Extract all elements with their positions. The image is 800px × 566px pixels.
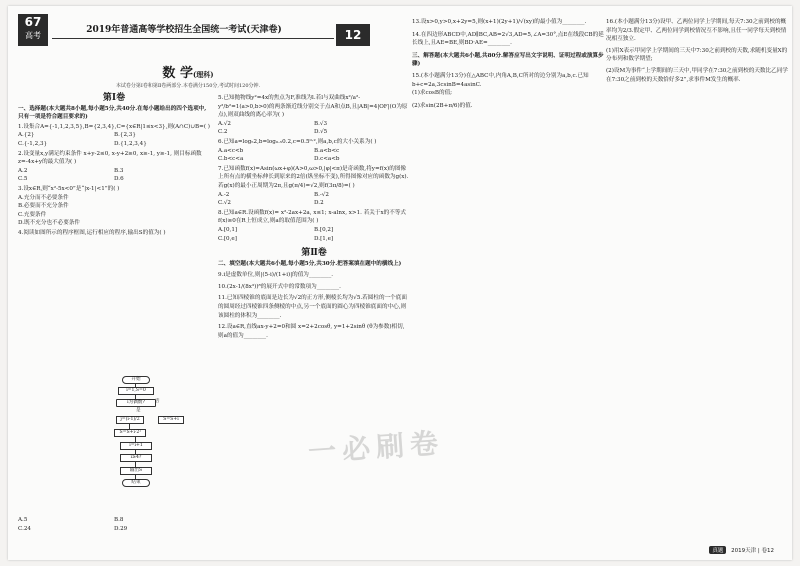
question-2: 2.设变量x,y满足约束条件 x+y-2≤0, x-y+2≥0, x≥-1, y≥-1, 则目标函数z=-4x+y的最大值为( ) A.2 B.3 C.5 D.6 [18, 150, 210, 184]
option: B.√3 [314, 120, 328, 127]
paper-number-badge: 12 [336, 24, 370, 46]
exam-instructions: 本试卷分第Ⅰ卷和第Ⅱ卷两部分.本卷满分150分,考试时间120分钟. [115, 83, 261, 89]
option: D.6 [114, 176, 124, 183]
flow-init: i=1,S=0 [118, 387, 154, 395]
flow-start: 开始 [122, 376, 150, 384]
option: A.5 [18, 517, 28, 523]
question-11: 11.已知四棱锥的底面是边长为√2的正方形,侧棱长均为√5.若圆柱的一个底面的圆周经过四棱锥四条侧棱的中点,另一个底面的圆心为四棱锥底面的中心,则该圆柱的体积为________. [218, 295, 407, 319]
option: C.24 [18, 525, 31, 532]
subject-title: 数 学(理科) [162, 66, 214, 81]
option: C.{-1,2,3} [18, 140, 48, 147]
option: D.2 [314, 200, 324, 207]
question-15-part-1: (1)求cosB的值; [412, 90, 453, 97]
option: B.-√2 [314, 191, 329, 198]
option: A.√2 [218, 120, 231, 127]
option: A.充分而不必要条件 [18, 194, 69, 201]
column-2 [218, 94, 410, 341]
program-flowchart [92, 376, 192, 511]
column-1 [18, 92, 210, 239]
question-9: 9.i是虚数单位,则|(5-i)/(1+i)|的值为________. [218, 272, 334, 279]
option: D.{1,2,3,4} [114, 140, 147, 147]
publisher-logo: 67 高考 [18, 14, 48, 46]
option: B.3 [114, 167, 124, 174]
option: A.a<c<b [218, 147, 244, 154]
option: B.[0,2] [314, 226, 334, 233]
option: D.29 [114, 525, 128, 532]
flow-output: 输出S [120, 467, 152, 475]
option: B.8 [114, 517, 124, 523]
option: B.必要而不充分条件 [18, 203, 69, 210]
flow-cond-even: i为偶数? [116, 399, 156, 407]
part1-title: 第Ⅰ卷 [102, 93, 126, 103]
flow-step-s-add: S=S+i [158, 416, 184, 424]
flow-inc: i=i+1 [120, 442, 152, 450]
option: A.[0,1] [218, 226, 238, 233]
option: A.-2 [218, 191, 230, 198]
option: C.b<c<a [218, 156, 244, 163]
part2-title: 第Ⅱ卷 [301, 248, 327, 259]
question-8: 8.已知a∈R.设函数f(x)= x²-2ax+2a, x≤1; x-alnx, x>1. 若关于x的不等式f(x)≥0在R上恒成立,则a的取值范围为( ) A.[0,1] B.[0,2] C.[0,e] D.[1,e] [218, 209, 410, 243]
question-16: 16.(本小题满分13分)设甲、乙两位同学上学期间,每天7:30之前到校的概率均为2/3.假定甲、乙两位同学到校情况互不影响,且任一同学每天到校情况相互独立. (1)用X表示甲同学上学期间的三天中7:30之前到校的天数,求随机变量X的分布列和数学期望; (2)设M为事件“上学期间的三天中,甲同学在7:30之前到校的天数比乙同学在7:30之前到校的天数恰好多2”,求事件M发生的概率. [606, 19, 788, 83]
watermark: 一必刷卷 [307, 426, 446, 469]
footer-badge: 真题 [709, 546, 726, 554]
header-divider [52, 38, 334, 39]
option: D.既不充分也不必要条件 [18, 220, 81, 227]
column-3 [412, 12, 604, 111]
option: D.[1,e] [314, 235, 334, 242]
question-16-part-1: (1)用X表示甲同学上学期间的三天中7:30之前到校的天数,求随机变量X的分布列和数学期望; [606, 47, 788, 63]
question-1: 1.设集合A={-1,1,2,3,5},B={2,3,4},C={x∈R|1≤x<3},则(A∩C)∪B=( ) A.{2} B.{2,3} C.{-1,2,3} D.{1,2,3,4} [18, 123, 210, 147]
question-4-options [18, 516, 210, 533]
option: B.a<b<c [314, 147, 340, 154]
question-15: 15.(本小题满分13分)在△ABC中,内角A,B,C所对的边分别为a,b,c.已知b+c=2a,3csinB=4asinC. (1)求cosB的值; (2)求sin(2B+π/6)的值. [412, 72, 604, 110]
option: C.[0,e] [218, 235, 237, 242]
exam-title: 2019年普通高等学校招生全国统一考试(天津卷) [86, 25, 282, 35]
flow-end: 结束 [122, 479, 150, 487]
flow-label-no: 否 [155, 399, 160, 404]
flow-cond-stop: i≥4? [120, 454, 152, 462]
question-14: 14.在四边形ABCD中,AD∥BC,AB=2√3,AD=5,∠A=30°,点E在线段CB的延长线上,且AE=BE,则BD·AE=________. [412, 31, 604, 47]
question-15-part-2: (2)求sin(2B+π/6)的值. [412, 102, 473, 109]
column-4 [606, 12, 788, 85]
question-13: 13.设x>0,y>0,x+2y=5,则(x+1)(2y+1)/√(xy)的最小值为________. [412, 19, 587, 25]
flow-label-yes: 是 [136, 408, 141, 413]
option: D.c<a<b [314, 156, 340, 163]
option: A.2 [18, 167, 28, 174]
option: C.2 [218, 129, 228, 136]
question-4: 4.阅读如图所示的程序框图,运行相应的程序,输出S的值为( ) [18, 229, 166, 236]
question-3: 3.设x∈R,则“x²-5x<0”是“|x-1|<1”的( ) A.充分而不必要条件 B.必要而不充分条件 C.充要条件 D.既不充分也不必要条件 [18, 185, 210, 228]
option: C.5 [18, 176, 28, 183]
question-5: 5.已知抛物线y²=4x的焦点为F,准线为l.若l与双曲线x²/a²-y²/b²=1(a>0,b>0)的两条渐近线分别交于点A和点B,且|AB|=4|OF|(O为原点),则双曲线的离心率为( ) A.√2 B.√3 C.2 D.√5 [218, 94, 410, 137]
question-12: 12.设a∈R,直线ax-y+2=0和圆 x=2+2cosθ, y=1+2sinθ (θ为参数)相切,则a的值为________. [218, 324, 405, 339]
option: C.√2 [218, 200, 231, 207]
option: A.{2} [18, 132, 35, 139]
section-solve-heading: 三、解答题(本大题共6小题,共80分.解答应写出文字说明、证明过程或演算步骤) [412, 52, 604, 68]
option: D.√5 [314, 129, 328, 136]
footer-text: 2019天津 | 卷12 [731, 548, 774, 554]
section-fill-heading: 二、填空题(本大题共6小题,每小题5分,共30分.把答案填在题中的横线上) [218, 260, 402, 267]
question-7: 7.已知函数f(x)=Asin(ωx+φ)(A>0,ω>0,|φ|<π)是奇函数,将y=f(x)的图像上所有点的横坐标伸长到原来的2倍(纵坐标不变),所得图像对应的函数为g(x).若g(x)的最小正周期为2π,且g(π/4)=√2,则f(3π/8)=( ) A.-2 B.-√2 C.√2 D.2 [218, 165, 409, 207]
section-choice-heading: 一、选择题(本大题共8小题,每小题5分,共40分.在每小题给出的四个选项中,只有一项是符合题目要求的) [18, 105, 207, 121]
page-footer [709, 546, 774, 554]
flow-step-j: j=(i-1)/2 [116, 416, 144, 424]
option: B.{2,3} [114, 132, 136, 139]
option: C.充要条件 [18, 211, 47, 218]
question-6: 6.已知a=log₅2,b=log₀.₅0.2,c=0.5⁰·²,则a,b,c的大小关系为( ) A.a<c<b B.a<b<c C.b<c<a D.c<a<b [218, 138, 410, 164]
flow-step-s-pow: S=S+i·2ʲ [114, 429, 146, 437]
question-10: 10.(2x-1/(8x³))⁸的展开式中的常数项为________. [218, 283, 341, 290]
exam-page [8, 6, 792, 560]
question-16-part-2: (2)设M为事件“上学期间的三天中,甲同学在7:30之前到校的天数比乙同学在7:30之前到校的天数恰好多2”,求事件M发生的概率. [606, 67, 788, 83]
